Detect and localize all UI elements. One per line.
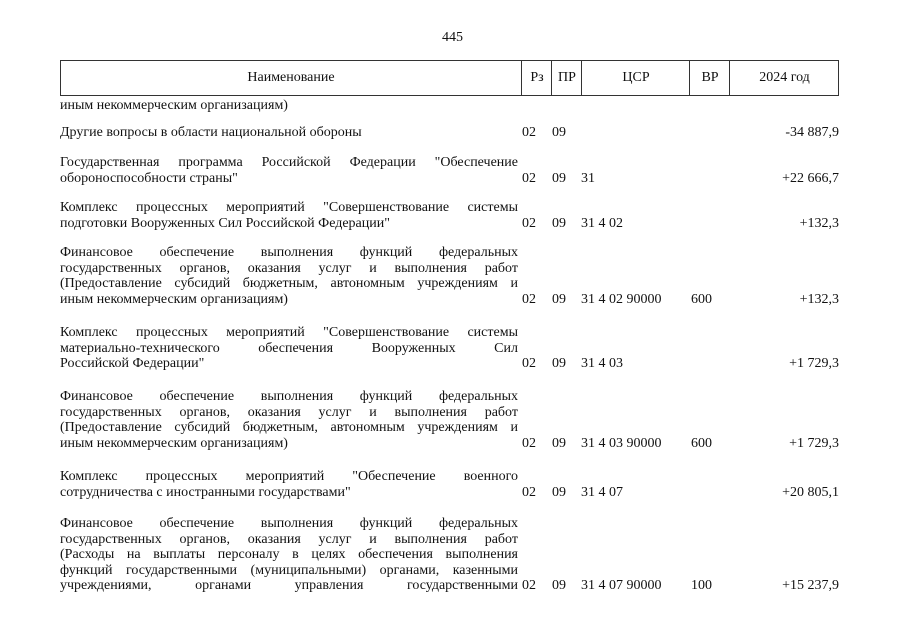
row-name <box>60 125 518 141</box>
row-name <box>60 389 518 451</box>
row-rz: 02 <box>522 125 536 140</box>
row-rz: 02 <box>522 291 536 307</box>
row-name-line: материально-технического обеспечения Вооруженных Сил <box>60 340 518 356</box>
row-csr: 31 4 07 90000 <box>581 578 662 593</box>
row-amount: +1 729,3 <box>789 435 839 451</box>
table-header <box>60 60 839 96</box>
row-name-line: Финансовое обеспечение выполнения функций федеральных <box>60 245 518 260</box>
table-row <box>60 325 839 372</box>
row-name <box>60 516 518 594</box>
row-pr: 09 <box>552 125 566 140</box>
row-pr: 09 <box>552 484 566 500</box>
row-name-line: Финансовое обеспечение выполнения функций федеральных <box>60 516 518 531</box>
row-amount: +1 729,3 <box>789 356 839 371</box>
row-pr: 09 <box>552 215 566 231</box>
row-vr: 100 <box>691 578 712 593</box>
header-rz: Рз <box>521 61 552 95</box>
row-name-line: учреждениями, органами управления государственными <box>60 578 518 593</box>
row-name-line: иным некоммерческим организациям) <box>60 435 288 451</box>
row-csr: 31 4 02 90000 <box>581 291 662 307</box>
row-pr: 09 <box>552 291 566 307</box>
row-name-line: Комплекс процессных мероприятий "Обеспечение военного <box>60 469 518 484</box>
row-name <box>60 325 518 372</box>
row-rz: 02 <box>522 578 536 593</box>
row-name-line: иным некоммерческим организациям) <box>60 291 288 307</box>
row-name <box>60 469 518 500</box>
row-name-line: Другие вопросы в области национальной обороны <box>60 125 362 140</box>
row-amount: +20 805,1 <box>782 484 839 500</box>
row-pr: 09 <box>552 356 566 371</box>
row-csr: 31 4 02 <box>581 215 623 231</box>
row-csr: 31 4 03 90000 <box>581 435 662 451</box>
row-amount: +22 666,7 <box>782 170 839 186</box>
header-vr: ВР <box>689 61 730 95</box>
table-row <box>60 469 839 500</box>
row-name-line: государственных органов, оказания услуг и выполнения работ <box>60 531 518 547</box>
row-name <box>60 98 518 114</box>
row-rz: 02 <box>522 356 536 371</box>
row-name-line: Российской Федерации" <box>60 356 205 371</box>
row-rz: 02 <box>522 215 536 231</box>
table-row <box>60 125 839 141</box>
row-name-line: сотрудничества с иностранными государствами" <box>60 484 351 500</box>
header-year: 2024 год <box>729 61 839 95</box>
row-vr: 600 <box>691 435 712 451</box>
table-row <box>60 245 839 307</box>
row-name-line: государственных органов, оказания услуг и выполнения работ <box>60 260 518 276</box>
row-amount: +15 237,9 <box>782 578 839 593</box>
row-vr: 600 <box>691 291 712 307</box>
row-amount: +132,3 <box>799 215 839 231</box>
row-amount: -34 887,9 <box>785 125 839 140</box>
table-row <box>60 516 839 594</box>
row-rz: 02 <box>522 435 536 451</box>
row-amount: +132,3 <box>799 291 839 307</box>
row-name-line: Финансовое обеспечение выполнения функций федеральных <box>60 389 518 404</box>
row-pr: 09 <box>552 578 566 593</box>
table-row <box>60 155 839 186</box>
row-name-line: обороноспособности страны" <box>60 170 238 186</box>
row-name-line: (Предоставление субсидий бюджетным, автономным учреждениям и <box>60 276 518 291</box>
header-csr: ЦСР <box>581 61 690 95</box>
row-name <box>60 245 518 307</box>
row-csr: 31 4 07 <box>581 484 623 500</box>
row-rz: 02 <box>522 170 536 186</box>
row-rz: 02 <box>522 484 536 500</box>
page-number: 445 <box>442 30 463 45</box>
table-row <box>60 200 839 231</box>
row-name <box>60 200 518 231</box>
row-name <box>60 155 518 186</box>
row-pr: 09 <box>552 435 566 451</box>
row-name-line: функций государственными (муниципальными) органами, казенными <box>60 562 518 578</box>
row-pr: 09 <box>552 170 566 186</box>
header-name: Наименование <box>247 70 335 85</box>
row-name-line: государственных органов, оказания услуг и выполнения работ <box>60 404 518 420</box>
row-name-line: (Предоставление субсидий бюджетным, автономным учреждениям и <box>60 420 518 435</box>
table-row <box>60 98 839 114</box>
row-name-line: Государственная программа Российской Федерации "Обеспечение <box>60 155 518 170</box>
row-csr: 31 <box>581 170 595 186</box>
header-pr: ПР <box>551 61 582 95</box>
row-name-line: (Расходы на выплаты персоналу в целях обеспечения выполнения <box>60 547 518 562</box>
row-name-line: Комплекс процессных мероприятий "Совершенствование системы <box>60 325 518 340</box>
table-row <box>60 389 839 451</box>
row-name-line: Комплекс процессных мероприятий "Совершенствование системы <box>60 200 518 215</box>
row-csr: 31 4 03 <box>581 356 623 371</box>
row-name-line: подготовки Вооруженных Сил Российской Федерации" <box>60 215 390 231</box>
row-name-line: иным некоммерческим организациям) <box>60 98 288 113</box>
